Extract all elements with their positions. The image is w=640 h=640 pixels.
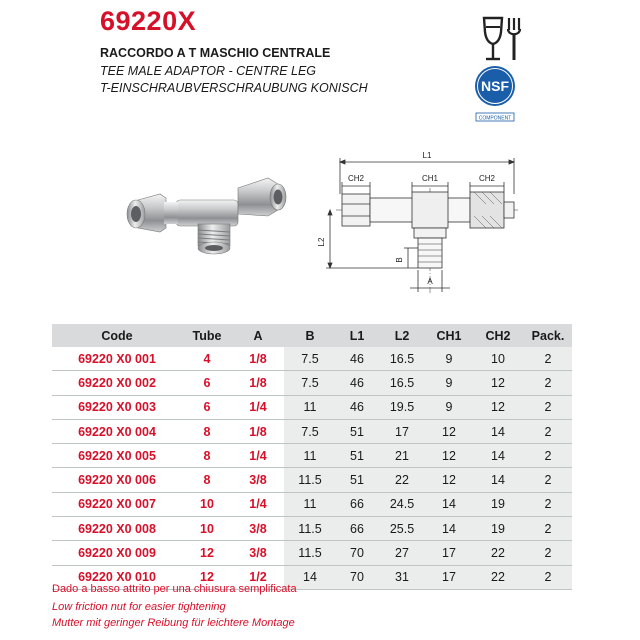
cell-tube: 8 xyxy=(182,444,232,468)
table-row xyxy=(52,371,572,395)
cell-b: 7.5 xyxy=(284,419,336,443)
cell-a: 3/8 xyxy=(232,541,284,565)
cell-ch2: 22 xyxy=(472,541,524,565)
cell-ch1: 9 xyxy=(426,395,472,419)
cell-l2: 16.5 xyxy=(378,347,426,371)
cell-ch1: 9 xyxy=(426,371,472,395)
col-header-b: B xyxy=(284,324,336,347)
cell-l2: 25.5 xyxy=(378,517,426,541)
cell-l1: 51 xyxy=(336,468,378,492)
cell-tube: 6 xyxy=(182,371,232,395)
cell-l2: 27 xyxy=(378,541,426,565)
cell-ch1: 17 xyxy=(426,565,472,589)
footer-note-english: Low friction nut for easier tightening xyxy=(52,601,226,613)
table-row xyxy=(52,492,572,516)
table-row xyxy=(52,541,572,565)
cell-b: 7.5 xyxy=(284,347,336,371)
col-header-pack: Pack. xyxy=(524,324,572,347)
cell-l2: 21 xyxy=(378,444,426,468)
col-header-tube: Tube xyxy=(182,324,232,347)
table-row xyxy=(52,419,572,443)
table-row xyxy=(52,517,572,541)
table-header-row xyxy=(52,324,572,347)
cell-pack: 2 xyxy=(524,395,572,419)
cell-l1: 51 xyxy=(336,419,378,443)
specifications-table xyxy=(52,324,572,590)
cell-pack: 2 xyxy=(524,517,572,541)
cell-code: 69220 X0 002 xyxy=(52,371,182,395)
cell-l1: 46 xyxy=(336,371,378,395)
technical-drawing xyxy=(318,148,528,298)
cell-tube: 10 xyxy=(182,517,232,541)
cell-code: 69220 X0 005 xyxy=(52,444,182,468)
footer-note-italian: Dado a basso attrito per una chiusura semplificata xyxy=(52,583,297,595)
cell-l1: 70 xyxy=(336,541,378,565)
table-row xyxy=(52,468,572,492)
product-photo xyxy=(118,170,293,265)
cell-ch2: 19 xyxy=(472,517,524,541)
cell-ch2: 14 xyxy=(472,444,524,468)
cell-pack: 2 xyxy=(524,541,572,565)
cell-ch2: 14 xyxy=(472,468,524,492)
cell-l2: 19.5 xyxy=(378,395,426,419)
cell-ch2: 12 xyxy=(472,395,524,419)
cell-ch1: 9 xyxy=(426,347,472,371)
cell-pack: 2 xyxy=(524,347,572,371)
label-a: A xyxy=(427,277,433,286)
cell-ch2: 10 xyxy=(472,347,524,371)
glass-fork-food-safe-icon xyxy=(478,14,528,64)
col-header-ch2: CH2 xyxy=(472,324,524,347)
nsf-logo-text: NSF xyxy=(481,78,509,94)
cell-code: 69220 X0 001 xyxy=(52,347,182,371)
cell-ch1: 12 xyxy=(426,444,472,468)
cell-tube: 8 xyxy=(182,419,232,443)
cell-pack: 2 xyxy=(524,419,572,443)
col-header-l1: L1 xyxy=(336,324,378,347)
cell-pack: 2 xyxy=(524,468,572,492)
cell-l2: 16.5 xyxy=(378,371,426,395)
nsf-certification-logo xyxy=(470,62,520,124)
product-code-title: 69220X xyxy=(100,6,197,36)
cell-ch2: 14 xyxy=(472,419,524,443)
cell-tube: 12 xyxy=(182,541,232,565)
cell-a: 1/4 xyxy=(232,395,284,419)
cell-ch2: 12 xyxy=(472,371,524,395)
description-english: TEE MALE ADAPTOR - CENTRE LEG xyxy=(100,64,317,78)
cell-ch1: 12 xyxy=(426,419,472,443)
label-l1: L1 xyxy=(422,151,432,160)
label-ch1: CH1 xyxy=(421,174,439,183)
footer-note-german: Mutter mit geringer Reibung für leichtere Montage xyxy=(52,617,295,629)
cell-ch1: 14 xyxy=(426,517,472,541)
cell-l1: 46 xyxy=(336,395,378,419)
cell-b: 11.5 xyxy=(284,517,336,541)
nsf-component-text: COMPONENT xyxy=(478,115,512,122)
cell-l1: 46 xyxy=(336,347,378,371)
label-ch2-left: CH2 xyxy=(347,174,365,183)
cell-code: 69220 X0 010 xyxy=(52,565,182,589)
cell-l2: 31 xyxy=(378,565,426,589)
cell-code: 69220 X0 008 xyxy=(52,517,182,541)
label-l2: L2 xyxy=(317,237,326,247)
cell-code: 69220 X0 009 xyxy=(52,541,182,565)
cell-code: 69220 X0 007 xyxy=(52,492,182,516)
cell-b: 11 xyxy=(284,444,336,468)
description-german: T-EINSCHRAUBVERSCHRAUBUNG KONISCH xyxy=(100,81,368,95)
col-header-a: A xyxy=(232,324,284,347)
cell-a: 1/4 xyxy=(232,492,284,516)
col-header-code: Code xyxy=(52,324,182,347)
cell-ch2: 19 xyxy=(472,492,524,516)
cell-ch1: 12 xyxy=(426,468,472,492)
cell-code: 69220 X0 006 xyxy=(52,468,182,492)
description-italian: RACCORDO A T MASCHIO CENTRALE xyxy=(100,46,331,60)
table-row xyxy=(52,347,572,371)
cell-l1: 51 xyxy=(336,444,378,468)
table-row xyxy=(52,395,572,419)
label-b: B xyxy=(395,257,404,263)
cell-pack: 2 xyxy=(524,444,572,468)
cell-l1: 70 xyxy=(336,565,378,589)
cell-a: 1/2 xyxy=(232,565,284,589)
label-ch2-right: CH2 xyxy=(478,174,496,183)
table-row xyxy=(52,444,572,468)
cell-b: 11 xyxy=(284,395,336,419)
cell-l1: 66 xyxy=(336,517,378,541)
cell-code: 69220 X0 003 xyxy=(52,395,182,419)
cell-b: 11.5 xyxy=(284,468,336,492)
cell-tube: 12 xyxy=(182,565,232,589)
cell-tube: 4 xyxy=(182,347,232,371)
cell-a: 1/8 xyxy=(232,347,284,371)
cell-a: 1/8 xyxy=(232,419,284,443)
cell-ch1: 17 xyxy=(426,541,472,565)
cell-tube: 8 xyxy=(182,468,232,492)
cell-l2: 17 xyxy=(378,419,426,443)
cell-l2: 22 xyxy=(378,468,426,492)
cell-code: 69220 X0 004 xyxy=(52,419,182,443)
cell-ch2: 22 xyxy=(472,565,524,589)
col-header-ch1: CH1 xyxy=(426,324,472,347)
cell-a: 1/8 xyxy=(232,371,284,395)
cell-b: 7.5 xyxy=(284,371,336,395)
cell-pack: 2 xyxy=(524,371,572,395)
cell-b: 14 xyxy=(284,565,336,589)
cell-a: 3/8 xyxy=(232,517,284,541)
cell-b: 11 xyxy=(284,492,336,516)
cell-pack: 2 xyxy=(524,492,572,516)
cell-ch1: 14 xyxy=(426,492,472,516)
cell-l1: 66 xyxy=(336,492,378,516)
cell-tube: 6 xyxy=(182,395,232,419)
cell-b: 11.5 xyxy=(284,541,336,565)
cell-tube: 10 xyxy=(182,492,232,516)
cell-pack: 2 xyxy=(524,565,572,589)
cell-l2: 24.5 xyxy=(378,492,426,516)
cell-a: 3/8 xyxy=(232,468,284,492)
cell-a: 1/4 xyxy=(232,444,284,468)
col-header-l2: L2 xyxy=(378,324,426,347)
